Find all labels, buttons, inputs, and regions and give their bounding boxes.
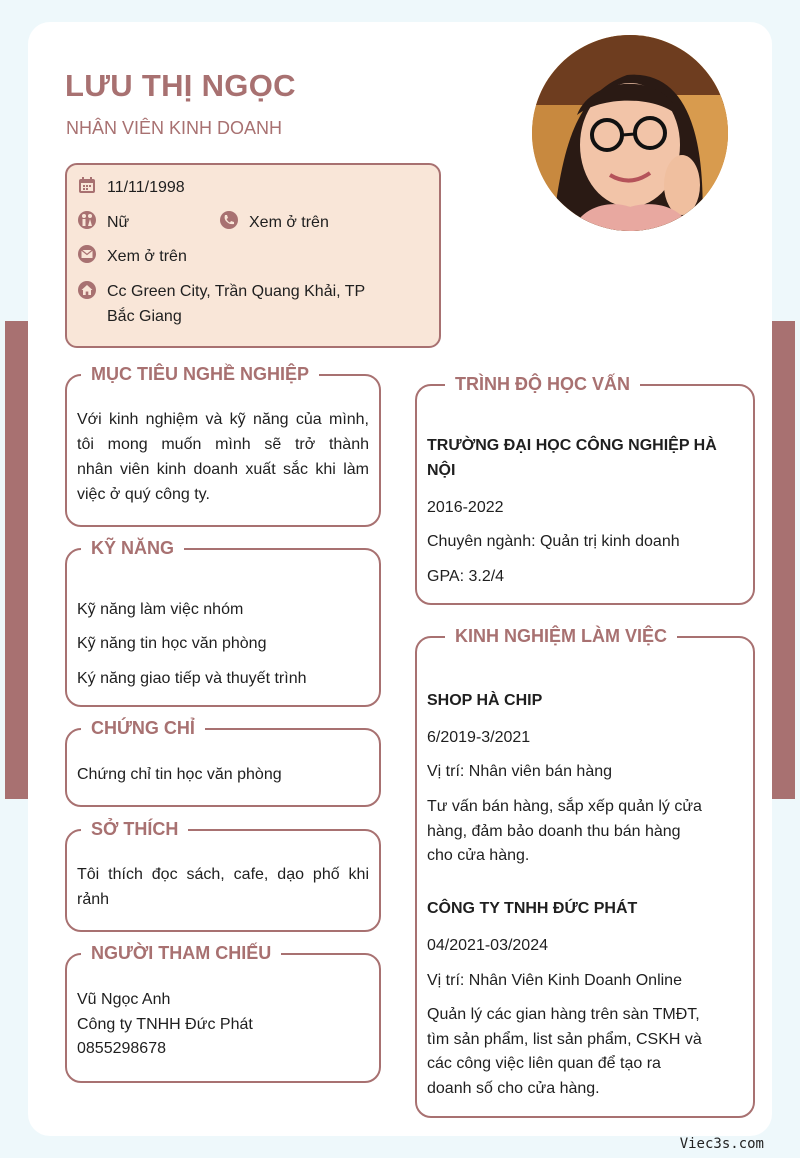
calendar-icon [77,175,97,195]
certificate-item: Chứng chỉ tin học văn phòng [77,766,282,783]
left-decor-band [5,321,29,799]
gender-value: Nữ [107,214,130,231]
hobbies-line: rảnh [77,891,110,908]
objective-line: Với kinh nghiệm và kỹ năng của mình, [77,411,369,428]
school-name-line-2: NỘI [427,462,456,479]
job-desc-line: Quản lý các gian hàng trên sàn TMĐT, [427,1006,700,1023]
references-title: NGƯỜI THAM CHIẾU [81,941,281,965]
objective-title: MỤC TIÊU NGHỀ NGHIỆP [81,362,319,386]
address-line-2: Bắc Giang [107,308,182,325]
education-years: 2016-2022 [427,499,504,516]
objective-line: việc ở quý công ty. [77,486,210,503]
gender-icon [77,210,97,230]
dob-value: 11/11/1998 [107,179,185,196]
skill-item: Kỹ năng làm việc nhóm [77,601,244,618]
reference-company: Công ty TNHH Đức Phát [77,1016,253,1033]
certificates-title: CHỨNG CHỈ [81,716,205,740]
skill-item: Kỹ năng tin học văn phòng [77,635,267,652]
avatar [532,35,728,231]
home-icon [77,280,97,300]
hobbies-text [77,862,369,912]
job-company: CÔNG TY TNHH ĐỨC PHÁT [427,900,638,917]
watermark-text: Viec3s.com [679,1136,764,1152]
job-period: 6/2019-3/2021 [427,729,531,746]
hobbies-title: SỞ THÍCH [81,817,188,841]
objective-text [77,407,369,507]
job-desc-line: Tư vấn bán hàng, sắp xếp quản lý cửa [427,798,702,815]
job-desc-line: hàng, đảm bảo doanh thu bán hàng [427,823,681,840]
job-desc-line: cho cửa hàng. [427,847,530,864]
job-company: SHOP HÀ CHIP [427,692,543,709]
skills-title: KỸ NĂNG [81,536,184,560]
education-title: TRÌNH ĐỘ HỌC VẤN [445,372,640,396]
objective-line: tôi mong muốn mình sẽ trở thành [77,436,369,453]
hobbies-line: Tôi thích đọc sách, cafe, dạo phố khi [77,866,369,883]
mail-icon [77,244,97,264]
address-line-1: Cc Green City, Trần Quang Khải, TP [107,283,366,300]
job-desc-line: các công việc liên quan để tạo ra [427,1055,661,1072]
education-gpa: GPA: 3.2/4 [427,568,505,585]
email-value: Xem ở trên [107,248,187,265]
phone-value: Xem ở trên [249,214,329,231]
skill-item: Ký năng giao tiếp và thuyết trình [77,670,307,687]
candidate-name: LƯU THỊ NGỌC [65,68,296,103]
experience-title: KINH NGHIỆM LÀM VIỆC [445,624,677,648]
objective-line: nhân viên kinh doanh xuất sắc khi làm [77,461,369,478]
job-position: Vị trí: Nhân Viên Kinh Doanh Online [427,972,682,989]
right-decor-band [771,321,795,799]
job-period: 04/2021-03/2024 [427,937,548,954]
job-desc-line: tìm sản phẩm, list sản phẩm, CSKH và [427,1031,702,1048]
phone-icon [219,210,239,230]
job-desc-line: doanh số cho cửa hàng. [427,1080,600,1097]
candidate-role: NHÂN VIÊN KINH DOANH [66,118,283,138]
job-position: Vị trí: Nhân viên bán hàng [427,763,613,780]
reference-phone: 0855298678 [77,1040,166,1057]
education-major: Chuyên ngành: Quản trị kinh doanh [427,533,680,550]
school-name-line-1: TRƯỜNG ĐẠI HỌC CÔNG NGHIỆP HÀ [427,437,717,454]
reference-name: Vũ Ngọc Anh [77,991,171,1008]
